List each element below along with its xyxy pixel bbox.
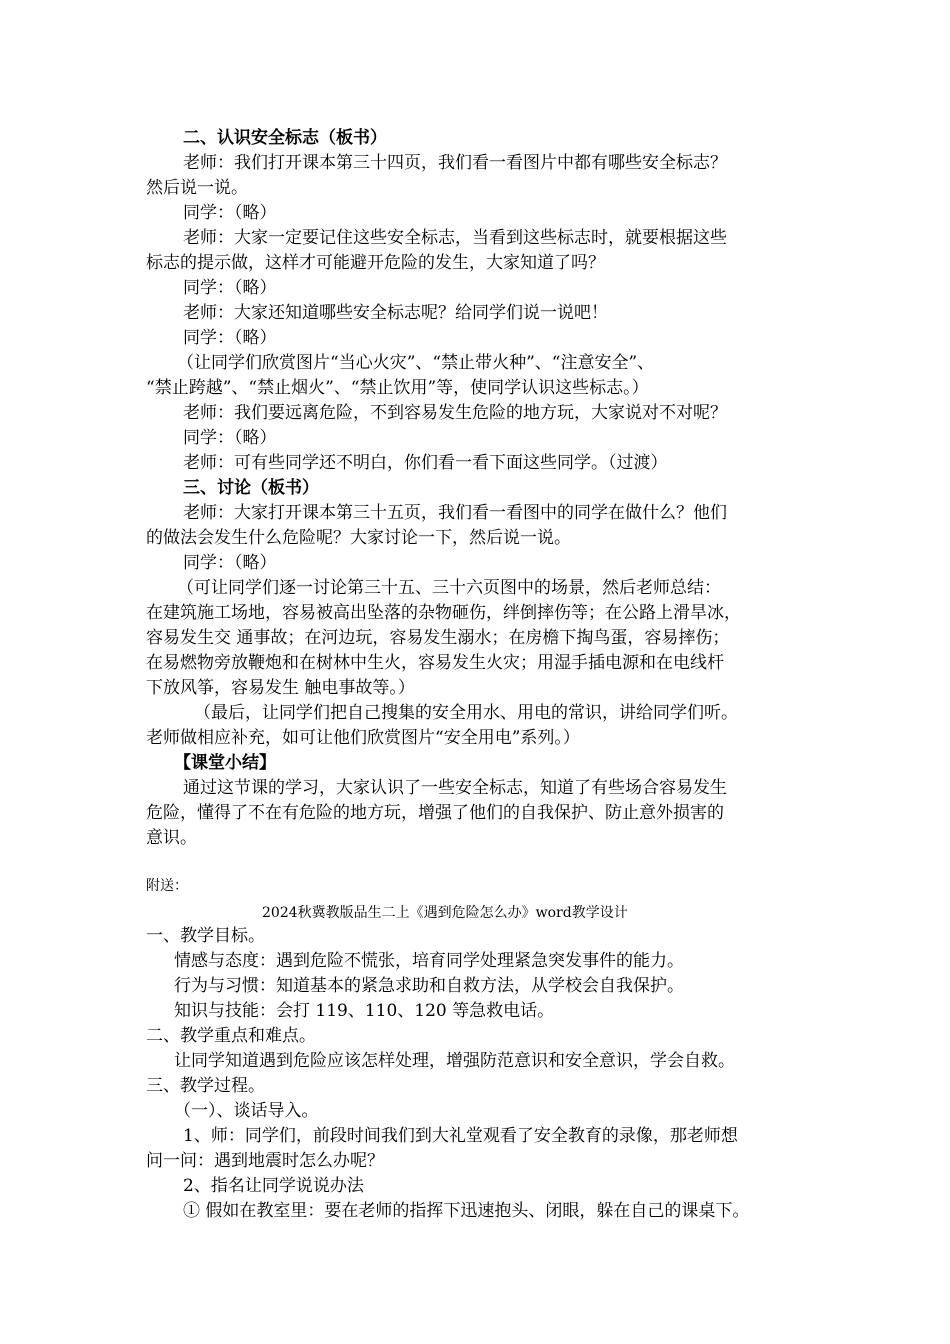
paragraph-line: （最后，让同学们把自己搜集的安全用水、用电的常识，讲给同学们听。 — [194, 703, 738, 723]
paragraph-line: 二、教学重点和难点。 — [146, 1026, 316, 1046]
paragraph-line: 通过这节课的学习，大家认识了一些安全标志，知道了有些场合容易发生 — [183, 778, 727, 798]
paragraph-line: 老师做相应补充，如可让他们欣赏图片“安全用电”系列。） — [146, 728, 580, 748]
paragraph-line: 同学：（略） — [183, 553, 277, 573]
paragraph-line: 同学：（略） — [183, 328, 277, 348]
paragraph-line: “禁止跨越”、“禁止烟火”、“禁止饮用”等，使同学认识这些标志。） — [146, 378, 649, 398]
paragraph-line: 情感与态度：遇到危险不慌张，培育同学处理紧急突发事件的能力。 — [174, 951, 684, 971]
paragraph-line: 知识与技能：会打 119、110、120 等急救电话。 — [174, 1001, 555, 1021]
paragraph-line: 老师：大家一定要记住这些安全标志，当看到这些标志时，就要根据这些 — [183, 228, 727, 248]
paragraph-line: 一、教学目标。 — [146, 926, 265, 946]
paragraph-line: 意识。 — [146, 828, 197, 848]
paragraph-line: 下放风筝，容易发生 触电事故等。） — [146, 678, 415, 698]
paragraph-line: 2、指名让同学说说办法 — [183, 1176, 364, 1196]
paragraph-line: 在易燃物旁放鞭炮和在树林中生火，容易发生火灾；用湿手插电源和在电线杆 — [146, 653, 724, 673]
paragraph-line: （让同学们欣赏图片“当心火灾”、“禁止带火种”、“注意安全”、 — [177, 353, 655, 373]
attachment-label: 附送： — [146, 878, 188, 894]
paragraph-line: 老师：我们要远离危险，不到容易发生危险的地方玩，大家说对不对呢？ — [183, 403, 727, 423]
summary-heading: 【课堂小结】 — [174, 753, 276, 773]
paragraph-line: ① 假如在教室里：要在老师的指挥下迅速抱头、闭眼，躲在自己的课桌下。 — [183, 1201, 750, 1221]
paragraph-line: （一）、谈话导入。 — [174, 1101, 319, 1121]
paragraph-line: 然后说一说。 — [146, 178, 248, 198]
document-title: 2024秋冀教版品生二上《遇到危险怎么办》word教学设计 — [262, 905, 628, 921]
paragraph-line: 老师：可有些同学还不明白，你们看一看下面这些同学。（过渡） — [183, 453, 668, 473]
paragraph-line: 让同学知道遇到危险应该怎样处理，增强防范意识和安全意识，学会自救。 — [174, 1051, 735, 1071]
paragraph-line: 行为与习惯：知道基本的紧急求助和自救方法，从学校会自我保护。 — [174, 976, 684, 996]
paragraph-line: 同学：（略） — [183, 203, 277, 223]
paragraph-line: 问一问：遇到地震时怎么办呢？ — [146, 1151, 384, 1171]
section-heading-3: 三、讨论（板书） — [183, 478, 319, 498]
paragraph-line: 危险，懂得了不在有危险的地方玩，增强了他们的自我保护、防止意外损害的 — [146, 803, 724, 823]
paragraph-line: 在建筑施工场地，容易被高出坠落的杂物砸伤，绊倒摔伤等；在公路上滑旱冰， — [146, 603, 741, 623]
section-heading-2: 二、认识安全标志（板书） — [183, 128, 387, 148]
paragraph-line: 容易发生交 通事故；在河边玩，容易发生溺水；在房檐下掏鸟蛋，容易摔伤； — [146, 628, 730, 648]
paragraph-line: 三、教学过程。 — [146, 1076, 265, 1096]
paragraph-line: 的做法会发生什么危险呢？大家讨论一下，然后说一说。 — [146, 528, 571, 548]
paragraph-line: 同学：（略） — [183, 278, 277, 298]
paragraph-line: 标志的提示做，这样才可能避开危险的发生，大家知道了吗？ — [146, 253, 605, 273]
paragraph-line: 老师：大家打开课本第三十五页，我们看一看图中的同学在做什么？他们 — [183, 503, 727, 523]
paragraph-line: 同学：（略） — [183, 428, 277, 448]
paragraph-line: 老师：大家还知道哪些安全标志呢？给同学们说一说吧！ — [183, 303, 608, 323]
paragraph-line: （可让同学们逐一讨论第三十五、三十六页图中的场景，然后老师总结： — [177, 578, 721, 598]
paragraph-line: 1、师：同学们，前段时间我们到大礼堂观看了安全教育的录像，那老师想 — [183, 1126, 738, 1146]
paragraph-line: 老师：我们打开课本第三十四页，我们看一看图片中都有哪些安全标志？ — [183, 153, 727, 173]
